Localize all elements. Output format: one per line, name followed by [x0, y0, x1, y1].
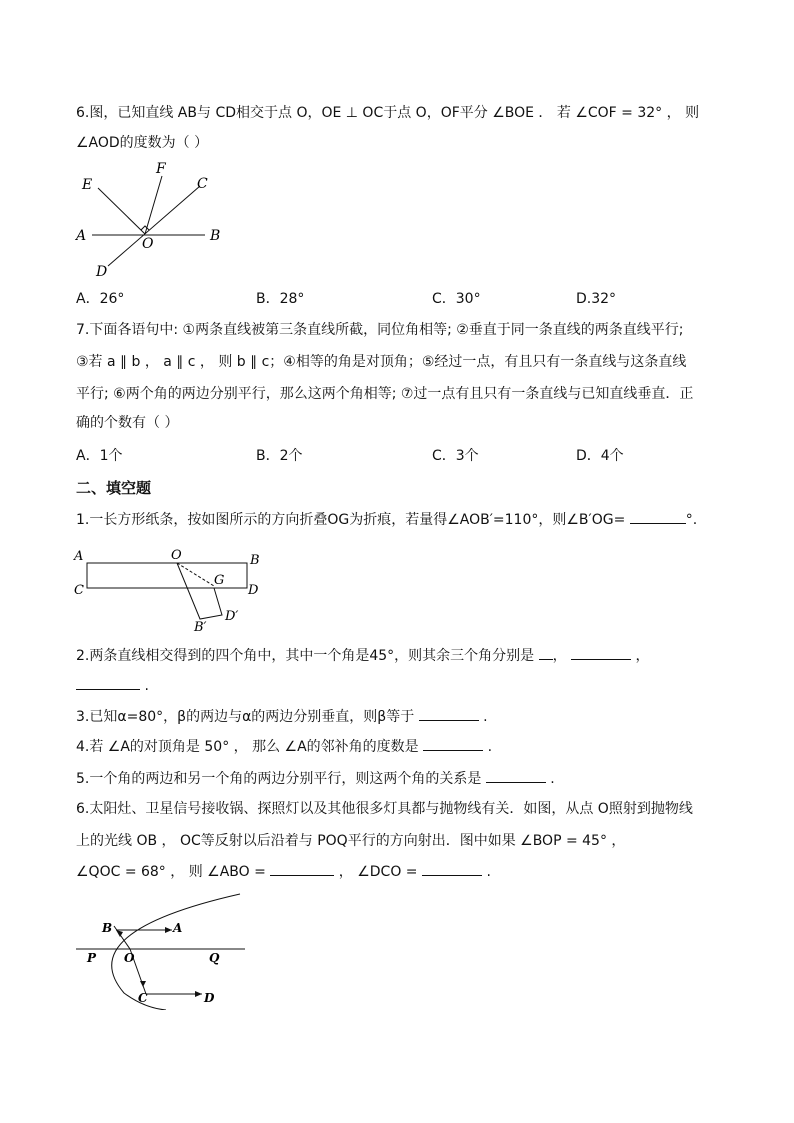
- f1-figure: [70, 546, 270, 634]
- f2-question: [76, 645, 736, 666]
- q6-label-O: O: [142, 236, 154, 252]
- q7-line3: 平行; ⑥两个角的两边分别平行，那么这两个角相等; ⑦过一点有且只有一条直线与已知直线垂直．正: [76, 386, 694, 402]
- section-title-fill-in: 二、填空题: [76, 479, 152, 497]
- f4-end: .: [487, 739, 493, 755]
- f5-question: [76, 768, 736, 789]
- f2-end: .: [144, 678, 149, 694]
- q6-option-c[interactable]: C．30°: [432, 291, 481, 307]
- f3-question: [76, 706, 736, 727]
- q7-option-b[interactable]: B．2个: [256, 448, 303, 464]
- q7-line1: 7.下面各语句中: ①两条直线被第三条直线所截，同位角相等; ②垂直于同一条直线的两条直线平行;: [76, 322, 684, 338]
- f6-label-A: A: [173, 921, 183, 935]
- f6-answer-blank-1[interactable]: [270, 861, 334, 876]
- f6-text-b: ， ∠DCO =: [338, 864, 418, 880]
- q6-line2: ∠AOD的度数为（ ）: [76, 135, 209, 151]
- f6-arrow-a: [165, 927, 172, 933]
- f1-folded-part: [177, 563, 225, 619]
- f6-label-Q: Q: [209, 951, 220, 965]
- f4-answer-blank[interactable]: [423, 736, 483, 751]
- f4-text: 4.若 ∠A的对顶角是 50° ， 那么 ∠A的邻补角的度数是: [76, 739, 419, 755]
- f6-text-c: .: [486, 864, 491, 880]
- q6-label-D: D: [96, 264, 108, 280]
- f3-end: .: [483, 709, 488, 725]
- q6-label-A: A: [76, 228, 87, 244]
- f6-arrow-oc: [140, 981, 146, 987]
- f3-text: 3.已知α=80°，β的两边与α的两边分别垂直，则β等于: [76, 709, 415, 725]
- f1-fold-line-og: [177, 563, 214, 586]
- q6-option-a[interactable]: A．26°: [76, 291, 125, 307]
- f1-label-A: A: [74, 549, 84, 564]
- f2-answer-blank-2[interactable]: [571, 645, 631, 660]
- q7-option-d[interactable]: D．4个: [576, 448, 624, 464]
- f1-answer-blank[interactable]: [630, 509, 686, 524]
- q6-right-angle-mark: [141, 226, 149, 230]
- f6-line3: [76, 861, 736, 882]
- q6-figure: [70, 158, 230, 284]
- f1-label-B: B: [250, 553, 260, 568]
- f6-answer-blank-2[interactable]: [422, 861, 482, 876]
- f6-line1: 6.太阳灶、卫星信号接收锅、探照灯以及其他很多灯具都与抛物线有关．如图，从点 O照射到抛物线: [76, 801, 693, 817]
- q7-option-c[interactable]: C．3个: [432, 448, 479, 464]
- f6-line2: 上的光线 OB ， OC等反射以后沿着与 POQ平行的方向射出．图中如果 ∠BOP = 45° ，: [76, 833, 626, 849]
- f6-text-a: ∠QOC = 68° ， 则 ∠ABO =: [76, 864, 266, 880]
- f5-text: 5.一个角的两边和另一个角的两边分别平行，则这两个角的关系是: [76, 771, 482, 787]
- f3-answer-blank[interactable]: [419, 706, 479, 721]
- q6-option-d[interactable]: D.32°: [576, 291, 617, 307]
- f6-figure: [70, 890, 250, 1010]
- f6-label-B: B: [102, 921, 113, 935]
- f6-label-D: D: [204, 991, 215, 1005]
- f2-question-cont: [76, 675, 736, 696]
- f1-text: 1.一长方形纸条，按如图所示的方向折叠OG为折痕，若量得∠AOB′=110°，则∠B′OG=: [76, 512, 626, 528]
- q6-option-b[interactable]: B．28°: [256, 291, 305, 307]
- f2-sep-2: ，: [635, 648, 650, 664]
- q6-line1: 6.图，已知直线 AB与 CD相交于点 O，OE ⊥ OC于点 O，OF平分 ∠BOE ． 若 ∠COF = 32° ， 则: [76, 105, 700, 121]
- q7-line4: 确的个数有（ ）: [76, 415, 179, 431]
- f6-label-C: C: [138, 991, 148, 1005]
- f2-answer-blank-3[interactable]: [76, 675, 140, 690]
- q6-label-E: E: [82, 177, 93, 193]
- q6-ray-of: [145, 176, 162, 234]
- f2-sep-1: ，: [552, 648, 567, 664]
- f1-question: [76, 509, 736, 530]
- q6-line-cd: [108, 186, 200, 266]
- q7-option-a[interactable]: A．1个: [76, 448, 123, 464]
- q7-line2: ③若 a ∥ b ， a ∥ c ， 则 b ∥ c；④相等的角是对顶角；⑤经过一点，有且只有一条直线与这条直线: [76, 354, 687, 370]
- f5-answer-blank[interactable]: [486, 768, 546, 783]
- f1-unit: °.: [685, 512, 698, 528]
- q6-label-C: C: [197, 176, 208, 192]
- f1-label-Dprime: D′: [225, 609, 239, 624]
- f4-question: [76, 736, 736, 757]
- f2-text: 2.两条直线相交得到的四个角中，其中一个角是45°，则其余三个角分别是: [76, 648, 535, 664]
- f6-arrow-d: [195, 991, 202, 997]
- f1-label-C: C: [74, 583, 84, 598]
- f6-label-P: P: [87, 951, 97, 965]
- q6-ray-oe: [98, 188, 145, 234]
- f5-end: .: [550, 771, 555, 787]
- q6-label-F: F: [156, 161, 166, 177]
- q6-label-B: B: [210, 228, 221, 244]
- f1-label-O: O: [171, 548, 182, 563]
- f2-answer-blank-1[interactable]: [539, 645, 553, 660]
- f6-arrow-ob: [116, 930, 123, 937]
- f6-label-O: O: [124, 951, 135, 965]
- f1-label-D: D: [248, 583, 259, 598]
- f1-label-Bprime: B′: [194, 620, 207, 634]
- f1-label-G: G: [214, 573, 225, 588]
